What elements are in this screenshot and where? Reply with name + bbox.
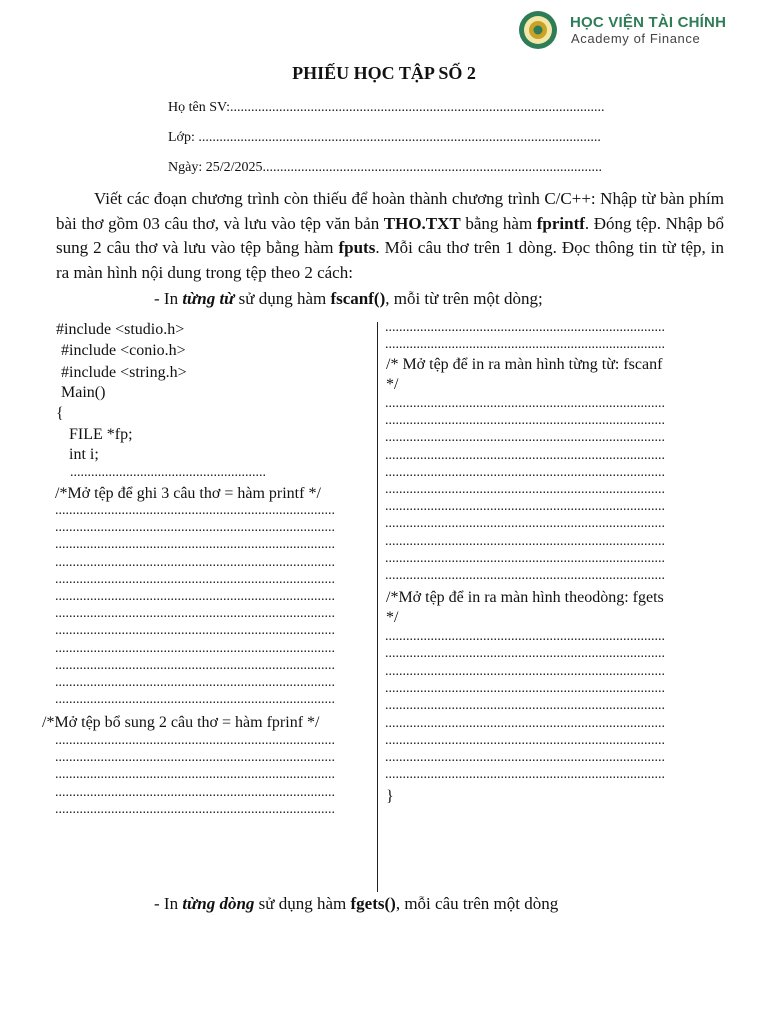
code-comment-fscanf: /* Mở tệp để in ra màn hình từng từ: fscanf (386, 356, 663, 373)
code-comment-fscanf-end: */ (386, 376, 399, 393)
academy-logo (518, 10, 730, 52)
blank-line: ................................................................................ (55, 675, 335, 690)
blank-line: ................................................................................ (55, 623, 335, 639)
blank-line: ................................................................................ (55, 692, 335, 708)
code-comment-fgets-end: */ (386, 609, 399, 626)
blank-line: ................................................................................ (385, 337, 665, 352)
blank-line: ................................................................................ (55, 606, 335, 622)
blank-line: ................................................................................ (55, 801, 335, 817)
blank-line: ................................................................................ (55, 503, 335, 518)
blank-line: ................................................................................ (385, 750, 665, 766)
code-line: #include <studio.h> (56, 321, 185, 338)
code-line: #include <string.h> (61, 364, 187, 381)
blank-line: ................................................................................ (385, 646, 665, 662)
blank-line: ................................................................................ (385, 698, 665, 714)
blank-line: ................................................................................ (385, 550, 665, 566)
blank-line: ................................................................................ (385, 732, 665, 748)
blank-line: ................................................................................ (55, 571, 335, 587)
blank-line: ........................................................ (70, 465, 266, 480)
blank-line: ................................................................................ (385, 396, 665, 411)
blank-line: ................................................................................ (385, 516, 665, 532)
blank-line: ................................................................................ (55, 537, 335, 553)
blank-line: ................................................................................ (385, 533, 665, 549)
blank-line: ................................................................................ (385, 430, 665, 446)
code-line: int i; (69, 446, 99, 463)
page-title: PHIẾU HỌC TẬP SỐ 2 (292, 63, 476, 83)
blank-line: ................................................................................ (385, 767, 665, 783)
blank-line: ................................................................................ (55, 784, 335, 800)
blank-line: ................................................................................ (55, 589, 335, 604)
blank-line: ................................................................................ (385, 464, 665, 480)
blank-line: ................................................................................ (385, 413, 665, 429)
class-field: Lớp: ................................................................................................................... (168, 130, 601, 145)
blank-line: ................................................................................ (55, 520, 335, 536)
blank-line: ................................................................................ (385, 320, 665, 335)
instruction-line-by-line: - In từng dòng sử dụng hàm fgets(), mỗi câu trên một dòng (154, 894, 559, 913)
blank-line: ................................................................................ (385, 663, 665, 679)
code-comment-append: /*Mở tệp bổ sung 2 câu thơ = hàm fprinf */ (42, 714, 320, 731)
brand-name: HỌC VIỆN TÀI CHÍNH (570, 14, 727, 31)
blank-line: ................................................................................ (385, 680, 665, 696)
code-line: { (56, 405, 64, 422)
blank-line: ................................................................................ (385, 447, 665, 463)
instruction-word-by-word: - In từng từ sử dụng hàm fscanf(), mỗi từ trên một dòng; (154, 289, 543, 308)
blank-line: ................................................................................ (55, 554, 335, 570)
academy-seal-icon (518, 10, 558, 50)
code-line: Main() (61, 384, 106, 401)
column-divider (377, 322, 378, 892)
code-comment-write: /*Mở tệp để ghi 3 câu thơ = hàm printf */ (55, 485, 321, 502)
blank-line: ................................................................................ (385, 629, 665, 644)
blank-line: ................................................................................ (55, 750, 335, 766)
blank-line: ................................................................................ (385, 482, 665, 497)
brand-subtitle: Academy of Finance (571, 31, 701, 46)
task-description: Viết các đoạn chương trình còn thiếu để hoàn thành chương trình C/C++: Nhập từ bàn phím bài thơ gồm 03 câu thơ, và lưu vào tệp văn bản THO.TXT bằng hàm fprintf. Đóng tệp. Nhập bổ sung 2 câu thơ và lưu vào tệp bằng hàm fputs. Mỗi câu thơ trên 1 dòng. Đọc thông tin từ tệp, in ra màn hình nội dung trong tệp theo 2 cách: (56, 189, 724, 282)
code-comment-fgets: /*Mở tệp để in ra màn hình theodòng: fgets (386, 589, 664, 606)
blank-line: ................................................................................ (385, 499, 665, 515)
date-field: Ngày: 25/2/2025................................................................................................. (168, 160, 602, 175)
code-line: #include <conio.h> (61, 342, 186, 359)
student-name-field: Họ tên SV:........................................................................................................... (168, 100, 605, 115)
blank-line: ................................................................................ (55, 657, 335, 673)
blank-line: ................................................................................ (55, 767, 335, 783)
code-line: FILE *fp; (69, 426, 133, 443)
blank-line: ................................................................................ (385, 568, 665, 583)
blank-line: ................................................................................ (55, 733, 335, 748)
blank-line: ................................................................................ (55, 640, 335, 656)
blank-line: ................................................................................ (385, 715, 665, 731)
code-close-brace: } (386, 788, 394, 805)
